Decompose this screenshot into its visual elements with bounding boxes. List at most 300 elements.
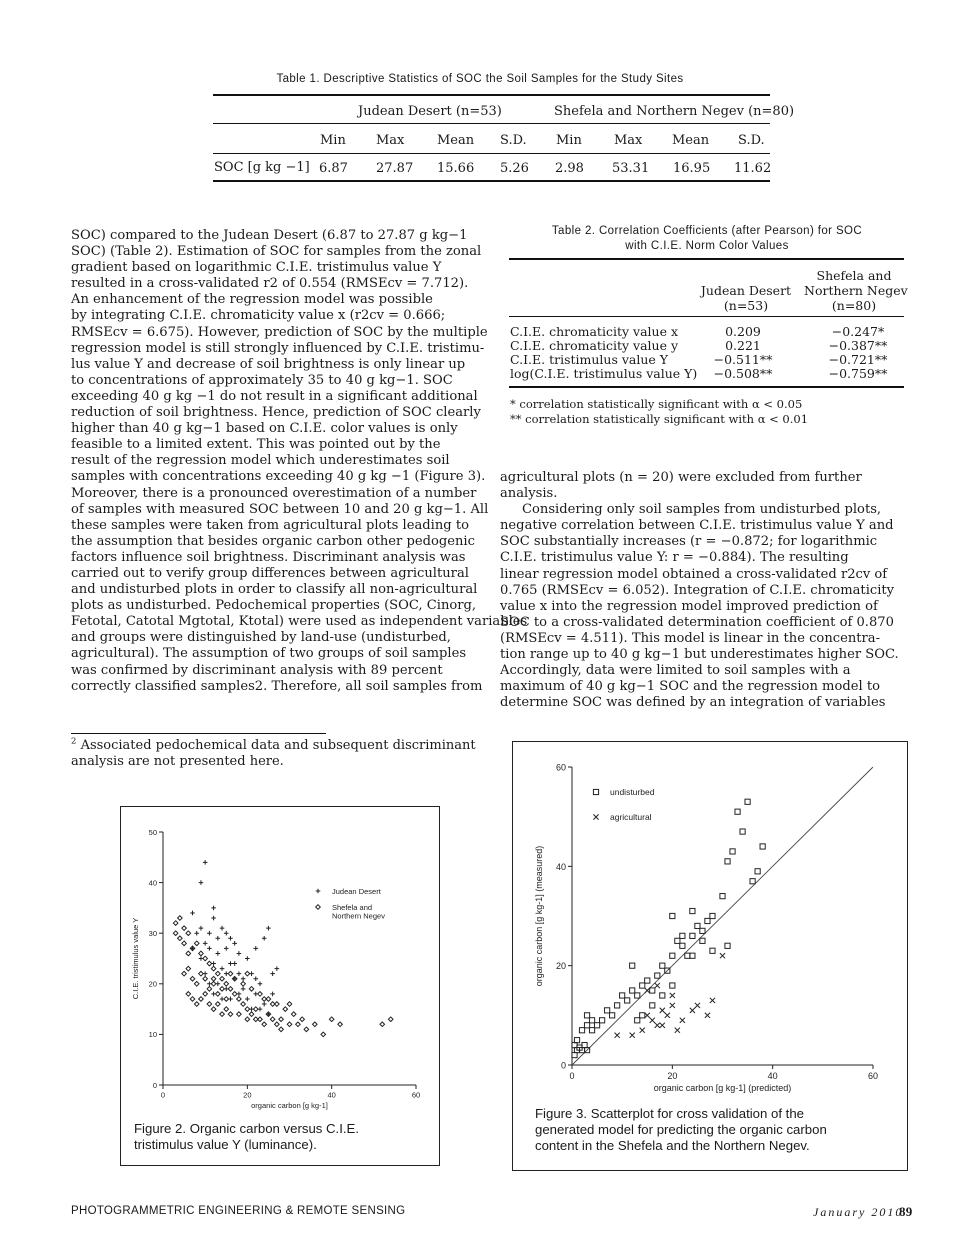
data-point bbox=[338, 1022, 343, 1027]
data-point bbox=[211, 916, 216, 921]
data-point bbox=[211, 982, 216, 987]
data-point bbox=[245, 997, 250, 1002]
x-tick-label: 60 bbox=[867, 1071, 879, 1081]
data-point bbox=[635, 993, 640, 998]
table1-header-mean-2: Mean bbox=[672, 133, 710, 148]
table2-note1: * correlation statistically significant with α < 0.05 bbox=[510, 397, 803, 411]
text-line: SOC substantially increases (r = −0.872; for logarithmic bbox=[500, 534, 878, 550]
data-point bbox=[190, 997, 195, 1002]
table2-col2-header-line2: Northern Negev bbox=[804, 283, 908, 298]
data-point bbox=[186, 931, 191, 936]
data-point bbox=[178, 936, 183, 941]
data-point bbox=[720, 953, 725, 958]
data-point bbox=[220, 987, 225, 992]
data-point bbox=[291, 1012, 296, 1017]
data-point bbox=[182, 971, 187, 976]
data-point bbox=[199, 951, 204, 956]
data-point bbox=[249, 1012, 254, 1017]
text-line: of samples with measured SOC between 10 and 20 g kg−1. All bbox=[71, 501, 489, 517]
journal-name: PHOTOGRAMMETRIC ENGINEERING & REMOTE SENSING bbox=[71, 1205, 406, 1217]
data-point bbox=[232, 961, 237, 966]
data-point bbox=[186, 951, 191, 956]
figure3-caption-line1: Figure 3. Scatterplot for cross validation of the bbox=[535, 1106, 805, 1121]
data-point bbox=[270, 992, 275, 997]
text-line: tion range up to 40 g kg−1 but underestimates higher SOC. bbox=[500, 647, 899, 663]
data-point bbox=[582, 1043, 587, 1048]
table2-cell: −0.508** bbox=[713, 366, 773, 381]
data-point bbox=[710, 948, 715, 953]
data-point bbox=[270, 971, 275, 976]
data-point bbox=[253, 976, 258, 981]
data-point bbox=[275, 1022, 280, 1027]
table2-cell: −0.721** bbox=[828, 352, 888, 367]
text-line: 0.765 (RMSEcv = 6.052). Integration of C.I.E. chromaticity bbox=[500, 582, 895, 598]
data-point bbox=[690, 1008, 695, 1013]
legend-marker bbox=[316, 905, 321, 910]
y-tick-label: 50 bbox=[148, 827, 157, 837]
data-point bbox=[228, 971, 233, 976]
data-point bbox=[232, 992, 237, 997]
issue-date: January 2010 bbox=[813, 1205, 904, 1219]
table2-header-rule bbox=[509, 316, 904, 317]
x-axis-label: organic carbon [g kg-1] (predicted) bbox=[653, 1083, 792, 1093]
text-line: reduction of soil brightness. Hence, prediction of SOC clearly bbox=[71, 405, 481, 421]
table2-caption-line2: with C.I.E. Norm Color Values bbox=[625, 240, 789, 252]
text-line: value x into the regression model improved prediction of bbox=[500, 598, 878, 614]
data-point bbox=[211, 906, 216, 911]
data-point bbox=[670, 953, 675, 958]
data-point bbox=[640, 1028, 645, 1033]
data-point bbox=[216, 971, 221, 976]
text-line: Accordingly, data were limited to soil samples with a bbox=[500, 663, 851, 679]
data-point bbox=[730, 849, 735, 854]
data-point bbox=[211, 1007, 216, 1012]
data-point bbox=[216, 992, 221, 997]
data-point bbox=[572, 1052, 577, 1057]
data-point bbox=[625, 998, 630, 1003]
data-point bbox=[650, 988, 655, 993]
data-point bbox=[216, 951, 221, 956]
data-point bbox=[589, 1018, 594, 1023]
data-point bbox=[660, 1023, 665, 1028]
text-line: feasible to a limited extent. This was pointed out by the bbox=[71, 437, 441, 453]
data-point bbox=[237, 1012, 242, 1017]
data-point bbox=[589, 1028, 594, 1033]
y-tick-label: 0 bbox=[560, 1060, 566, 1071]
data-point bbox=[283, 1007, 288, 1012]
data-point bbox=[266, 997, 271, 1002]
data-point bbox=[207, 946, 212, 951]
figure3-caption-line2: generated model for predicting the organic carbon bbox=[535, 1122, 827, 1137]
text-line: correctly classified samples2. Therefore, all soil samples from bbox=[71, 678, 483, 694]
data-point bbox=[224, 982, 229, 987]
data-point bbox=[253, 946, 258, 951]
data-point bbox=[670, 913, 675, 918]
data-point bbox=[245, 971, 250, 976]
data-point bbox=[241, 976, 246, 981]
table2-row-label: log(C.I.E. tristimulus value Y) bbox=[510, 366, 698, 381]
data-point bbox=[232, 941, 237, 946]
data-point bbox=[620, 993, 625, 998]
figure3-axes bbox=[534, 763, 878, 1094]
text-line: Fetotal, Catotal Mgtotal, Ktotal) were used as independent variables bbox=[71, 614, 528, 630]
data-point bbox=[670, 993, 675, 998]
data-point bbox=[220, 926, 225, 931]
text-line: Considering only soil samples from undisturbed plots, bbox=[522, 502, 882, 518]
text-line: SOC to a cross-validated determination coefficient of 0.870 bbox=[500, 614, 894, 630]
text-line: C.I.E. tristimulus value Y: r = −0.884). The resulting bbox=[500, 550, 849, 566]
data-point bbox=[253, 1007, 258, 1012]
table2-row-label: C.I.E. chromaticity value y bbox=[510, 338, 679, 353]
table2-cell: −0.247* bbox=[831, 324, 885, 339]
data-point bbox=[186, 992, 191, 997]
data-point bbox=[665, 1013, 670, 1018]
y-tick-label: 60 bbox=[555, 762, 566, 773]
text-line: gradient based on logarithmic C.I.E. tristimulus value Y bbox=[71, 260, 442, 276]
legend-label: undisturbed bbox=[610, 787, 655, 797]
left-column-text bbox=[71, 228, 527, 695]
data-point bbox=[241, 1002, 246, 1007]
footnote-mark: 2 bbox=[71, 736, 77, 747]
data-point bbox=[203, 956, 208, 961]
table2-cell: 0.209 bbox=[725, 324, 761, 339]
data-point bbox=[313, 1022, 318, 1027]
right-column-text bbox=[500, 470, 899, 711]
table2-notes bbox=[510, 397, 808, 427]
data-point bbox=[645, 978, 650, 983]
data-point bbox=[228, 936, 233, 941]
data-point bbox=[245, 1017, 250, 1022]
text-line: resulted in a cross-validated r2 of 0.554 (RMSEcv = 7.712). bbox=[71, 276, 469, 292]
data-point bbox=[700, 928, 705, 933]
data-point bbox=[279, 1027, 284, 1032]
table1-group2-header: Shefela and Northern Negev (n=80) bbox=[554, 104, 795, 119]
text-line: the assumption that besides organic carbon other pedogenic bbox=[71, 533, 475, 549]
data-point bbox=[670, 1003, 675, 1008]
x-tick-label: 40 bbox=[767, 1071, 778, 1081]
text-line: lus value Y and decrease of soil brightness is only linear up bbox=[71, 356, 466, 372]
data-point bbox=[680, 943, 685, 948]
y-tick-label: 10 bbox=[148, 1030, 157, 1040]
text-line: exceeding 40 g kg −1 do not result in a significant additional bbox=[71, 388, 478, 404]
text-line: agricultural plots (n = 20) were excluded from further bbox=[500, 470, 862, 485]
footnote-rule bbox=[71, 733, 326, 734]
data-point bbox=[660, 963, 665, 968]
y-axis-label: C.I.E. tristimulus value Y bbox=[131, 917, 140, 1000]
data-point bbox=[579, 1028, 584, 1033]
data-point bbox=[207, 1002, 212, 1007]
table1-caption: Table 1. Descriptive Statistics of SOC the Soil Samples for the Study Sites bbox=[276, 73, 684, 85]
table1-header-min-2: Min bbox=[556, 133, 582, 148]
table1-row-label: SOC [g kg −1] bbox=[214, 160, 310, 175]
data-point bbox=[173, 921, 178, 926]
data-point bbox=[199, 971, 204, 976]
figure2-chart bbox=[121, 807, 437, 1112]
table2-cell: −0.511** bbox=[713, 352, 773, 367]
figure2-caption bbox=[134, 1121, 359, 1153]
data-point bbox=[300, 1017, 305, 1022]
text-line: determine SOC was defined by an integration of variables bbox=[500, 695, 886, 711]
figure3-chart bbox=[513, 742, 905, 1100]
data-point bbox=[207, 931, 212, 936]
data-point bbox=[645, 1013, 650, 1018]
data-point bbox=[740, 829, 745, 834]
data-point bbox=[584, 1023, 589, 1028]
table1-cell: 11.62 bbox=[734, 161, 772, 176]
data-point bbox=[735, 809, 740, 814]
data-point bbox=[650, 1018, 655, 1023]
text-line: maximum of 40 g kg−1 SOC and the regression model to bbox=[500, 679, 880, 695]
data-point bbox=[725, 859, 730, 864]
data-point bbox=[655, 983, 660, 988]
data-point bbox=[270, 1017, 275, 1022]
data-point bbox=[640, 1013, 645, 1018]
table1-header-mean-1: Mean bbox=[437, 133, 475, 148]
data-point bbox=[182, 941, 187, 946]
data-point bbox=[287, 1022, 292, 1027]
table1-cell: 53.31 bbox=[612, 161, 650, 176]
data-point bbox=[675, 938, 680, 943]
table1-header-min-1: Min bbox=[320, 133, 346, 148]
y-tick-label: 40 bbox=[555, 861, 566, 872]
data-point bbox=[194, 941, 199, 946]
data-point bbox=[194, 1002, 199, 1007]
data-point bbox=[258, 992, 263, 997]
text-line: linear regression model obtained a cross-validated r2cv of bbox=[500, 566, 888, 582]
y-axis-label: organic carbon [g kg-1] (measured) bbox=[534, 845, 544, 987]
data-point bbox=[675, 1028, 680, 1033]
legend-label: Judean Desert bbox=[332, 887, 381, 896]
table1-header-sd-1: S.D. bbox=[500, 133, 527, 148]
data-point bbox=[655, 1023, 660, 1028]
y-tick-label: 20 bbox=[148, 979, 157, 989]
data-point bbox=[710, 913, 715, 918]
data-point bbox=[388, 1017, 393, 1022]
data-point bbox=[194, 982, 199, 987]
data-point bbox=[237, 971, 242, 976]
data-point bbox=[572, 1043, 577, 1048]
footnote bbox=[71, 738, 476, 770]
page-number: 89 bbox=[899, 1204, 913, 1219]
data-point bbox=[705, 918, 710, 923]
data-point bbox=[630, 963, 635, 968]
table2-col1-header-line1: Judean Desert bbox=[700, 283, 792, 298]
table1-header-max-2: Max bbox=[614, 133, 643, 148]
data-point bbox=[600, 1018, 605, 1023]
table1-group1-header: Judean Desert (n=53) bbox=[358, 104, 502, 119]
data-point bbox=[237, 951, 242, 956]
data-point bbox=[241, 982, 246, 987]
data-point bbox=[199, 880, 204, 885]
data-point bbox=[645, 988, 650, 993]
data-point bbox=[584, 1013, 589, 1018]
table2-col1-header-line2: (n=53) bbox=[723, 298, 769, 313]
data-point bbox=[287, 1002, 292, 1007]
data-point bbox=[220, 976, 225, 981]
data-point bbox=[216, 936, 221, 941]
x-tick-label: 20 bbox=[667, 1071, 678, 1081]
legend-marker bbox=[593, 789, 598, 794]
figure2-legend bbox=[316, 887, 385, 921]
table1-bottom-rule bbox=[213, 180, 770, 182]
table2-col2-header-line1: Shefela and bbox=[816, 268, 892, 283]
x-tick-label: 20 bbox=[243, 1090, 252, 1100]
data-point bbox=[245, 956, 250, 961]
data-point bbox=[220, 1012, 225, 1017]
data-point bbox=[594, 1023, 599, 1028]
table2-bottom-rule bbox=[509, 386, 904, 388]
text-line: agricultural). The assumption of two groups of soil samples bbox=[71, 646, 467, 662]
data-point bbox=[574, 1038, 579, 1043]
x-tick-label: 0 bbox=[160, 1090, 166, 1100]
text-line: (RMSEcv = 4.511). This model is linear in the concentra- bbox=[500, 630, 881, 646]
data-point bbox=[245, 1007, 250, 1012]
text-line: and groups were distinguished by land-use (undisturbed, bbox=[71, 630, 451, 646]
data-point bbox=[755, 869, 760, 874]
text-line: and undisturbed plots in order to classify all non-agricultural bbox=[71, 582, 478, 598]
data-point bbox=[262, 936, 267, 941]
table2-row-label: C.I.E. chromaticity value x bbox=[510, 324, 678, 339]
footnote-line1: Associated pedochemical data and subsequent discriminant bbox=[80, 738, 476, 753]
x-tick-label: 40 bbox=[327, 1090, 336, 1100]
data-point bbox=[660, 1008, 665, 1013]
figure2-caption-line2: tristimulus value Y (luminance). bbox=[134, 1137, 317, 1152]
data-point bbox=[203, 976, 208, 981]
table1-header-sd-2: S.D. bbox=[738, 133, 765, 148]
data-point bbox=[228, 987, 233, 992]
figure3-caption-line3: content in the Shefela and the Northern Negev. bbox=[535, 1138, 810, 1153]
text-line: An enhancement of the regression model was possible bbox=[71, 292, 433, 308]
data-point bbox=[258, 1017, 263, 1022]
table1-cell: 27.87 bbox=[376, 161, 414, 176]
data-point bbox=[207, 987, 212, 992]
figure3-points bbox=[572, 799, 765, 1058]
data-point bbox=[655, 973, 660, 978]
data-point bbox=[760, 844, 765, 849]
data-point bbox=[237, 997, 242, 1002]
table1-cell: 2.98 bbox=[555, 161, 584, 176]
text-line: carried out to verify group differences between agricultural bbox=[71, 565, 469, 581]
y-tick-label: 40 bbox=[148, 878, 157, 888]
table2-top-rule bbox=[509, 258, 904, 260]
data-point bbox=[610, 1013, 615, 1018]
table2-caption-line1: Table 2. Correlation Coefficients (after Pearson) for SOC bbox=[551, 225, 863, 237]
data-point bbox=[262, 1022, 267, 1027]
data-point bbox=[224, 946, 229, 951]
data-point bbox=[216, 1002, 221, 1007]
data-point bbox=[635, 1018, 640, 1023]
data-point bbox=[630, 988, 635, 993]
data-point bbox=[680, 1018, 685, 1023]
text-line: analysis. bbox=[500, 486, 558, 502]
data-point bbox=[199, 926, 204, 931]
data-point bbox=[186, 966, 191, 971]
text-line: samples with concentrations exceeding 40 g kg −1 (Figure 3). bbox=[71, 469, 486, 485]
data-point bbox=[296, 1022, 301, 1027]
data-point bbox=[207, 961, 212, 966]
data-point bbox=[224, 1007, 229, 1012]
text-line: result of the regression model which underestimates soil bbox=[71, 453, 450, 469]
legend-label: agricultural bbox=[610, 812, 652, 822]
text-line: factors influence soil brightness. Discriminant analysis was bbox=[71, 549, 466, 565]
data-point bbox=[380, 1022, 385, 1027]
table1-cell: 6.87 bbox=[319, 161, 348, 176]
data-point bbox=[249, 987, 254, 992]
data-point bbox=[725, 943, 730, 948]
data-point bbox=[203, 941, 208, 946]
data-point bbox=[266, 926, 271, 931]
data-point bbox=[228, 1012, 233, 1017]
data-point bbox=[690, 933, 695, 938]
text-line: higher than 40 g kg−1 based on C.I.E. color values is only bbox=[71, 421, 458, 437]
text-line: SOC) compared to the Judean Desert (6.87 to 27.87 g kg−1 bbox=[71, 228, 468, 243]
data-point bbox=[262, 1002, 267, 1007]
data-point bbox=[745, 799, 750, 804]
text-line: plots as undisturbed. Pedochemical properties (SOC, Cinorg, bbox=[71, 598, 477, 614]
figure3-legend bbox=[593, 787, 654, 822]
data-point bbox=[224, 931, 229, 936]
table1-header-rule bbox=[213, 153, 770, 154]
x-tick-label: 0 bbox=[569, 1071, 575, 1081]
data-point bbox=[178, 916, 183, 921]
table1-cell: 5.26 bbox=[500, 161, 529, 176]
data-point bbox=[321, 1032, 326, 1037]
data-point bbox=[190, 976, 195, 981]
data-point bbox=[615, 1033, 620, 1038]
data-point bbox=[630, 1033, 635, 1038]
table1-cell: 15.66 bbox=[437, 161, 475, 176]
legend-marker bbox=[593, 814, 598, 819]
data-point bbox=[695, 923, 700, 928]
table2-caption bbox=[510, 224, 904, 254]
data-point bbox=[640, 983, 645, 988]
text-line: SOC) (Table 2). Estimation of SOC for samples from the zonal bbox=[71, 244, 482, 260]
data-point bbox=[258, 982, 263, 987]
data-point bbox=[700, 938, 705, 943]
table2-row-label: C.I.E. tristimulus value Y bbox=[510, 352, 669, 367]
table1-cell: 16.95 bbox=[673, 161, 711, 176]
data-point bbox=[224, 997, 229, 1002]
data-point bbox=[660, 993, 665, 998]
text-line: regression model is still strongly influenced by C.I.E. tristimu- bbox=[71, 340, 485, 356]
data-point bbox=[680, 933, 685, 938]
text-line: was confirmed by discriminant analysis with 89 percent bbox=[71, 662, 443, 678]
table1-header-max-1: Max bbox=[376, 133, 405, 148]
data-point bbox=[690, 908, 695, 913]
data-point bbox=[199, 997, 204, 1002]
data-point bbox=[194, 931, 199, 936]
text-line: Moreover, there is a pronounced overestimation of a number bbox=[71, 485, 477, 501]
data-point bbox=[173, 931, 178, 936]
figure3-caption bbox=[535, 1106, 827, 1154]
legend-marker bbox=[316, 889, 321, 894]
data-point bbox=[650, 1003, 655, 1008]
data-point bbox=[690, 953, 695, 958]
data-point bbox=[329, 1017, 334, 1022]
text-line: these samples were taken from agricultural plots leading to bbox=[71, 517, 469, 533]
data-point bbox=[203, 860, 208, 865]
data-point bbox=[211, 966, 216, 971]
table1-mid-rule bbox=[213, 123, 770, 124]
data-point bbox=[710, 998, 715, 1003]
data-point bbox=[241, 987, 246, 992]
data-point bbox=[275, 966, 280, 971]
x-tick-label: 60 bbox=[411, 1090, 421, 1100]
legend-label: Shefela and bbox=[332, 903, 373, 912]
data-point bbox=[279, 1017, 284, 1022]
data-point bbox=[720, 894, 725, 899]
data-point bbox=[182, 926, 187, 931]
